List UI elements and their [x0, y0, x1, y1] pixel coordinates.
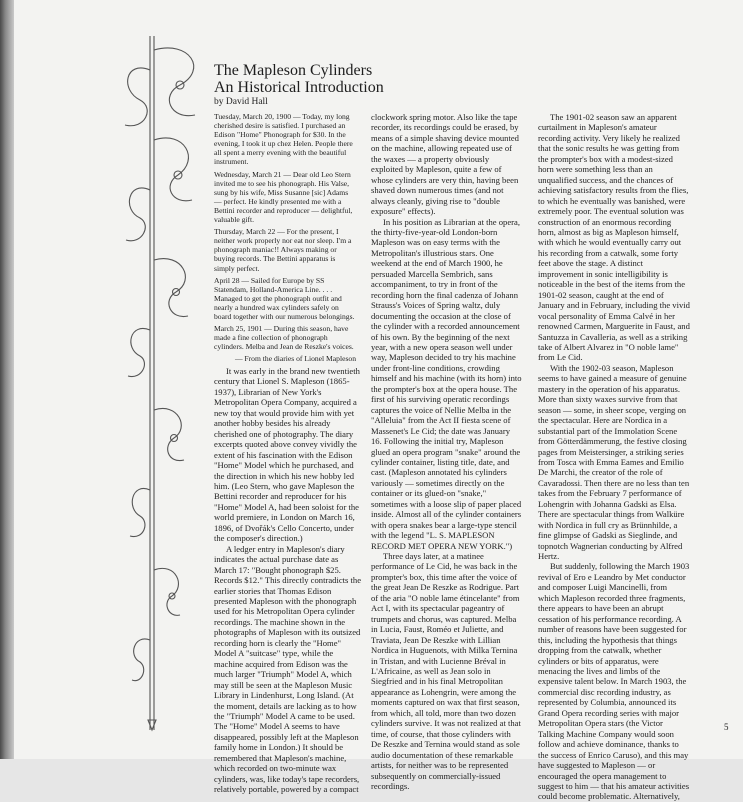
paragraph: clockwork spring motor. Also like the tape recorder, its recordings could be erased, by means of a simple shaving device mounted on the machine, allowing repeated use of the waxes — a property obviously exploited by Mapleson, quite a few of whose cylinders are very thin, having been shaved down numerous times (and not always cleanly, giving rise to "double exposure" effects).	[371, 112, 519, 217]
diary-entry: April 28 — Sailed for Europe by SS Statendam, Holland-America Line. . . . Managed to get the phonograph outfit and nearly a hundred wax cylinders safely on board together with our numerous belongings.	[214, 275, 355, 321]
paragraph: Three days later, at a matinee performance of Le Cid, he was back in the prompter's box, this time after the voice of the great Jean De Reszke as Rodrigue. Part of the aria "O noble lame étincelante" from Act I, with its spectacular pageantry of trumpets and chorus, was captured. Melba in Lucia, Faust, Roméo et Juliette, and Traviata, Jean De Reszke with Lillian Nordica in Huguenots, with Milka Ternina in Tristan, and with Lucienne Bréval in L'Africaine, as well as Jean solo in Siegfried and in his final Metropolitan appearance as Lohengrin, were among the moments captured on wax that first season, from which, all told, more than two dozen cylinders survive. It was not realized at that time, of course, that those cylinders with De Reszke and Ternina would stand as sole audio documentation of these remarkable artists, for neither was to be represented subsequently on commercially-issued recordings.	[371, 551, 521, 791]
page-number: 5	[724, 722, 729, 732]
paragraph: In his position as Librarian at the opera, the thirty-five-year-old London-born Mapleson was on easy terms with the Metropolitan's illustrious stars. One weekend at the end of March 1900, he persuaded Marcella Sembrich, sans accompaniment, to try in front of the recording horn the final cadenza of Johann Strauss's Voices of Spring waltz, duly documenting the occasion at the close of the cylinder with a recorded announcement of his own. By the beginning of the next year, with a new opera season well under way, Mapleson decided to try his machine under front-line conditions, crowding himself and his machine (with its horn) into the prompter's box at the opera house. The first of his surviving operatic recordings captures the voice of Nellie Melba in the "Alleluia" from the Act II fiesta scene of Massenet's Le Cid; the date was January 16. Following the initial try, Mapleson glued an opera program "snake" around the cylinder container, listing title, date, and cast. (Mapleson annotated his cylinders variously — sometimes directly on the container or its glued-on "snake," sometimes with a loose slip of paper placed inside. Almost all of the cylinder containers with opera snakes bear a large-type stencil with the legend "L. S. MAPLESON RECORD MET OPERA NEW YORK.")	[371, 216, 522, 551]
article-header	[214, 62, 384, 107]
diary-entry: Tuesday, March 20, 1900 — Today, my long cherished desire is satisfied. I purchased an Edison "Home" Phonograph for $30. In the evening, I took it up chez Helen. People there all spent a merry evening with the beautiful instrument.	[214, 112, 353, 167]
diary-excerpts	[214, 112, 356, 366]
diary-entry: March 25, 1901 — During this season, have made a fine collection of phonograph cylinders. Melba and Jean de Reszke's voices.	[214, 324, 354, 352]
article-title-line-1: The Mapleson Cylinders	[214, 62, 373, 79]
text-column-3	[538, 112, 690, 802]
paragraph: But suddenly, following the March 1903 revival of Ero e Leandro by Met conductor and composer Luigi Mancinelli, from which Mapleson recorded three fragments, there appears to have been an abrupt cessation of his performance recording. A number of reasons have been suggested for this, including the hypothesis that things dropping from the catwalk, whether cylinders or bits of apparatus, were menacing the lives and limbs of the expensive talent below. In March 1903, the commercial disc recording industry, as represented by Columbia, announced its Grand Opera recording series with major Metropolitan Opera stars (the Victor Talking Machine Company would soon follow and achieve dominance, thanks to the success of Enrico Caruso), and this may have suggested to Mapleson — or encouraged the opera management to suggest to him — that his amateur activities could become problematic. Alternatively,	[538, 561, 690, 802]
diary-entry: Thursday, March 22 — For the present, I neither work properly nor eat nor sleep. I'm a phonograph maniac!! Always making or buying records. The Bettini apparatus is simply perfect.	[214, 227, 352, 273]
paragraph: With the 1902-03 season, Mapleson seems to have gained a measure of genuine mastery in the operation of his apparatus. More than sixty waxes survive from that season — some, in sheer scope, verging on the spectacular. Here are Nordica in a substantial part of the Immolation Scene from Götterdämmerung, the festive closing pages from Meistersinger, a striking series from Tosca with Emma Eames and Emilio De Marchi, the creator of the role of Cavaradossi. Then there are no less than ten takes from the February 7 performance of Lohengrin with Johanna Gadski as Elsa. There are spectacular things from Walküre with Nordica in full cry as Brünnhilde, a fine glimpse of Gadski as Sieglinde, and topnotch Wagnerian conducting by Alfred Hertz.	[538, 362, 690, 562]
text-column-2	[371, 112, 522, 791]
book-binding	[0, 0, 14, 759]
decorative-vine-border	[120, 30, 215, 735]
diary-entry: Wednesday, March 21 — Dear old Leo Stern invited me to see his phonograph. His Valse, sung by his wife, Miss Susanne [sic] Adams — perfect. He kindly presented me with a Bettini recorder and reproducer — delightful, valuable gift.	[214, 169, 353, 225]
paragraph: It was early in the brand new twentieth century that Lionel S. Mapleson (1865-1937), Librarian of New York's Metropolitan Opera Company, acquired a new toy that would provide him with yet another hobby besides his already cherished one of photography. The diary excerpts quoted above convey vividly the extent of his fascination with the Edison "Home" Model which he purchased, and the direction in which his new hobby led him. (Leo Stern, who gave Mapleson the Bettini recorder and reproducer for his "Home" Model A, had been soloist for the world premiere, in London on March 16, 1896, of Dvořák's Cello Concerto, under the composer's direction.)	[214, 366, 360, 544]
article-title-line-2: An Historical Introduction	[214, 79, 384, 96]
diary-source: — From the diaries of Lionel Mapleson	[234, 354, 356, 364]
article-byline: by David Hall	[214, 97, 268, 107]
paragraph: A ledger entry in Mapleson's diary indicates the actual purchase date as March 17: "Bought phonograph $25. Records $12." This directly contradicts the earlier stories that Thomas Edison presented Mapleson with the phonograph used for his Metropolitan Opera cylinder recordings. The machine shown in the photographs of Mapleson with its outsized recording horn is clearly the "Home" Model A "suitcase" type, while the machine acquired from Edison was the much larger "Triumph" Model A, which may still be seen at the Mapleson Music Library in Lindenhurst, Long Island. (At the moment, details are lacking as to how the "Triumph" Model A came to be used. The "Home" Model A seems to have disappeared, possibly left at the Mapleson family home in London.) It should be remembered that Mapleson's machine, which recorded on two-minute wax cylinders, was, like today's tape recorders, relatively portable, powered by a compact	[214, 543, 362, 795]
text-column-1	[214, 366, 362, 795]
paragraph: The 1901-02 season saw an apparent curtailment in Mapleson's amateur recording activity. Very likely he realized that the sonic results he was getting from the prompter's box with a modest-sized horn were something less than an unqualified success, and the chances of achieving satisfactory results from the flies, to which he eventually was banished, were extremely poor. The eventual solution was construction of an enormous recording horn, almost as big as Mapleson himself, with which he would eventually carry out his recording from a catwalk, some forty feet above the stage. A distinct improvement in sonic intelligibility is noticeable in the best of the items from the 1901-02 season, caught at the end of January and in February, including the vivid vocal personality of Emma Calvé in her renowned Carmen, Marguerite in Faust, and Santuzza in Cavalleria, as well as a striking take of Albert Alvarez in "O noble lame" from Le Cid.	[538, 112, 690, 363]
